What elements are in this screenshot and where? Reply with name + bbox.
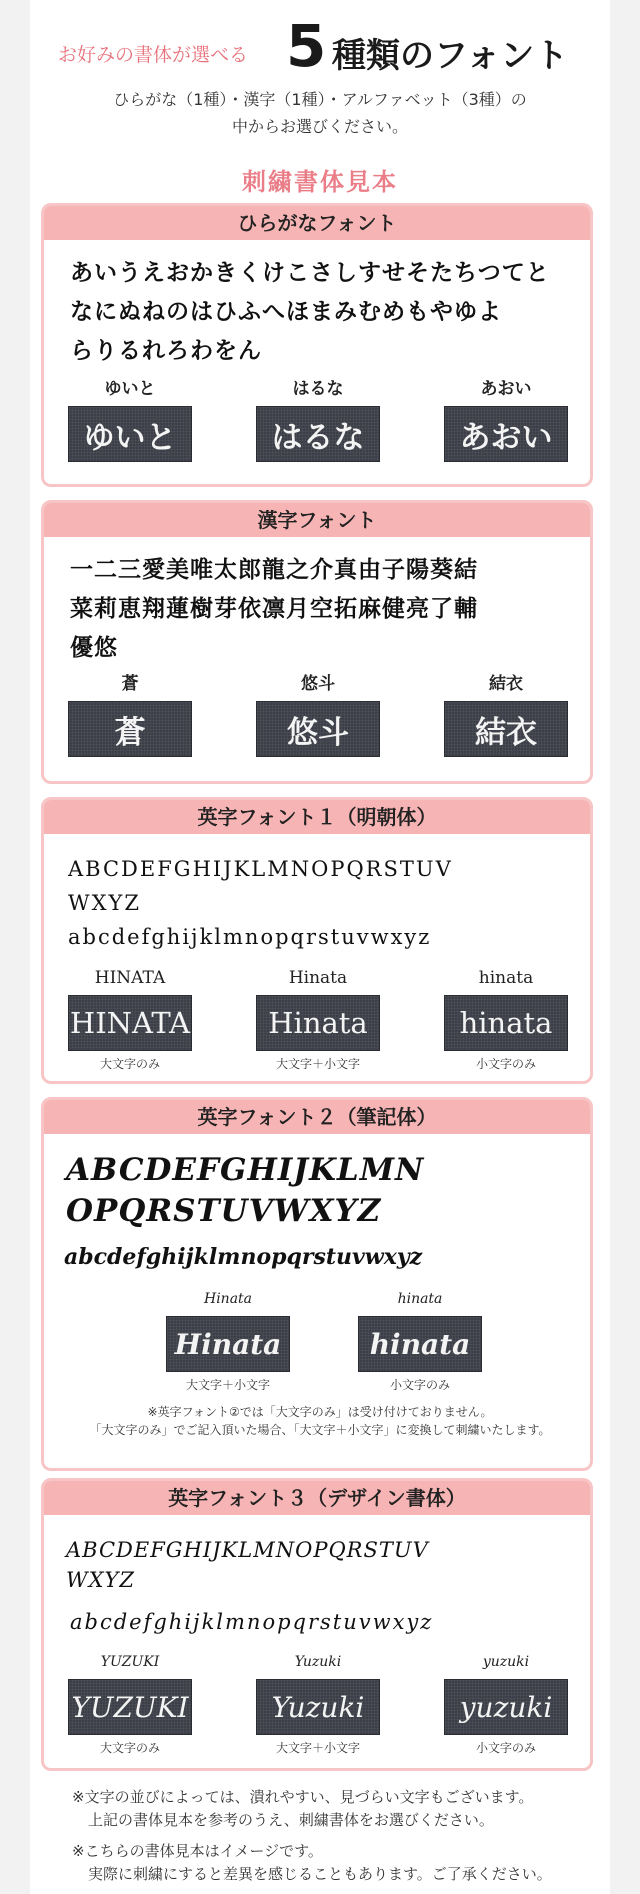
sample-caption: はるな (292, 379, 344, 399)
sample-caption: Hinata (288, 968, 348, 988)
header-intro (30, 86, 610, 140)
font-guide-page (30, 0, 610, 1894)
glyph-line: WXYZ (66, 1568, 135, 1592)
english-1-glyph-sample (68, 852, 453, 954)
case-label: 小文字のみ (389, 1378, 450, 1392)
embroidery-patch: hinata (358, 1316, 482, 1372)
hiragana-font-card (41, 203, 593, 487)
sample-caption: 蒼 (121, 674, 139, 694)
sample-haruna (256, 378, 380, 462)
sample-caption: 悠斗 (301, 674, 335, 694)
embroidery-patch: hinata (444, 995, 568, 1051)
header-lead: お好みの書体が選べる (58, 44, 249, 66)
note-line: 実際に刺繍にすると差異を感じることもあります。ご了承ください。 (88, 1865, 552, 1883)
sample-aoi (444, 378, 568, 462)
english-font-2-card (41, 1097, 593, 1471)
sample-lowercase (358, 1288, 482, 1393)
glyph-line: WXYZ (68, 891, 141, 915)
embroidery-patch: ゆいと (68, 406, 192, 462)
glyph-line: 一二三愛美唯太郎龍之介真由子陽葵結 (70, 557, 478, 583)
footer-note-1 (72, 1786, 533, 1832)
sample-caption: yuzuki (482, 1654, 530, 1670)
sample-yui (444, 673, 568, 757)
header-number: 5 (286, 12, 327, 80)
case-label: 大文字＋小文字 (275, 1741, 360, 1755)
note-line: 上記の書体見本を参考のうえ、刺繍書体をお選びください。 (88, 1811, 494, 1829)
intro-line-1: ひらがな（1種）・漢字（1種）・アルファベット（3種）の (113, 90, 527, 109)
embroidery-patch: あおい (444, 406, 568, 462)
embroidery-patch: はるな (256, 406, 380, 462)
sample-lowercase (444, 967, 568, 1072)
english-2-uppercase-sample (66, 1150, 424, 1232)
glyph-line: abcdefghijklmnopqrstuvwxyz (70, 1610, 434, 1634)
sample-yuto (256, 673, 380, 757)
embroidery-patch: YUZUKI (68, 1679, 192, 1735)
embroidery-patch: 結衣 (444, 701, 568, 757)
sample-caption: YUZUKI (100, 1654, 160, 1670)
card-title: 英字フォント３（デザイン書体） (44, 1481, 590, 1515)
sample-caption: 結衣 (489, 674, 523, 694)
embroidery-patch: HINATA (68, 995, 192, 1051)
note-line: ※こちらの書体見本はイメージです。 (72, 1842, 323, 1860)
header-title: 種類のフォント (332, 36, 569, 76)
kanji-glyph-sample (70, 551, 478, 668)
intro-line-2: 中からお選びください。 (231, 117, 408, 136)
sample-uppercase (68, 1651, 192, 1756)
embroidery-patch: Yuzuki (256, 1679, 380, 1735)
script-font-note (41, 1403, 593, 1439)
glyph-line: abcdefghijklmnopqrstuvwxyz (68, 925, 432, 949)
glyph-line: 優悠 (70, 635, 118, 661)
glyph-line: ABCDEFGHIJKLMNOPQRSTUV (66, 1538, 429, 1562)
sample-uppercase (68, 967, 192, 1072)
kanji-font-card (41, 500, 593, 784)
english-font-3-card (41, 1478, 593, 1771)
case-label: 大文字のみ (99, 1057, 160, 1071)
glyph-line: あいうえおかきくけこさしすせそたちつてと (70, 260, 550, 286)
glyph-line: abcdefghijklmnopqrstuvwxyz (64, 1244, 423, 1270)
english-font-1-card (41, 797, 593, 1084)
sample-mixed-case (256, 1651, 380, 1756)
hiragana-glyph-sample (70, 254, 550, 371)
glyph-line: ABCDEFGHIJKLMN (66, 1152, 425, 1188)
sample-mixed-case (256, 967, 380, 1072)
card-title: 英字フォント２（筆記体） (44, 1100, 590, 1134)
sample-yuito (68, 378, 192, 462)
sample-caption: ゆいと (104, 379, 156, 399)
card-title: 漢字フォント (44, 503, 590, 537)
sample-caption: Yuzuki (294, 1654, 342, 1670)
embroidery-patch: Hinata (256, 995, 380, 1051)
embroidery-patch: 悠斗 (256, 701, 380, 757)
sample-lowercase (444, 1651, 568, 1756)
case-label: 大文字＋小文字 (275, 1057, 360, 1071)
card-title: 英字フォント１（明朝体） (44, 800, 590, 834)
note-line: 「大文字のみ」でご記入頂いた場合、「大文字＋小文字」に変換して刺繍いたします。 (89, 1423, 551, 1437)
sample-caption: hinata (397, 1291, 443, 1307)
card-title: ひらがなフォント (44, 206, 590, 240)
header (30, 0, 610, 200)
note-line: ※文字の並びによっては、潰れやすい、見づらい文字もございます。 (72, 1788, 534, 1806)
glyph-line: ABCDEFGHIJKLMNOPQRSTUV (68, 857, 453, 881)
embroidery-patch: 蒼 (68, 701, 192, 757)
embroidery-patch: Hinata (166, 1316, 290, 1372)
sample-caption: あおい (480, 379, 532, 399)
case-label: 小文字のみ (475, 1741, 536, 1755)
glyph-line: らりるれろわをん (70, 338, 262, 364)
english-2-lowercase-sample (64, 1242, 422, 1272)
note-line: ※英字フォント②では「大文字のみ」は受け付けておりません。 (147, 1405, 493, 1419)
glyph-line: なにぬねのはひふへほまみむめもやゆよ (70, 299, 502, 325)
footer-note-2 (72, 1840, 552, 1886)
sample-caption: hinata (478, 968, 534, 988)
case-label: 小文字のみ (475, 1057, 536, 1071)
section-title: 刺繍書体見本 (242, 168, 398, 196)
case-label: 大文字のみ (99, 1741, 160, 1755)
sample-caption: HINATA (94, 968, 166, 988)
glyph-line: 菜莉恵翔蓮樹芽依凛月空拓麻健亮了輔 (70, 596, 478, 622)
english-3-uppercase-sample (66, 1535, 429, 1595)
english-3-lowercase-sample (70, 1607, 433, 1637)
sample-ao (68, 673, 192, 757)
sample-caption: Hinata (203, 1291, 253, 1307)
embroidery-patch: yuzuki (444, 1679, 568, 1735)
glyph-line: OPQRSTUVWXYZ (66, 1193, 382, 1229)
case-label: 大文字＋小文字 (185, 1378, 270, 1392)
sample-mixed-case (166, 1288, 290, 1393)
